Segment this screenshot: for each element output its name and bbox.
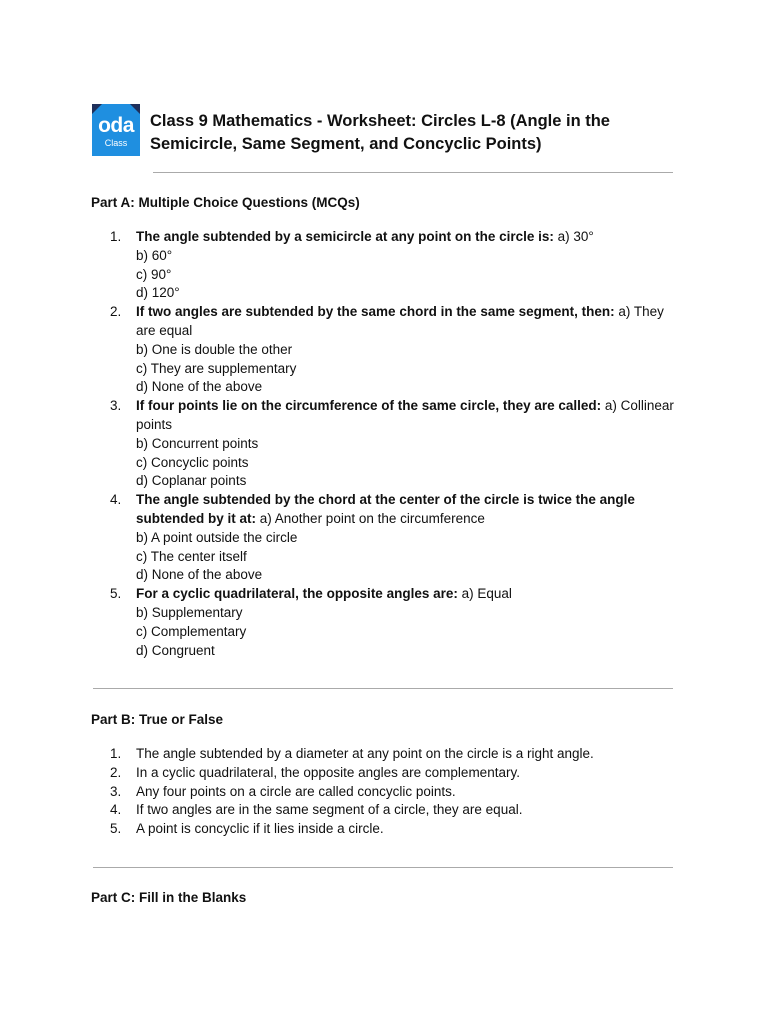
mcq-option: b) A point outside the circle <box>136 529 298 545</box>
true-false-item <box>0 783 696 802</box>
true-false-list <box>0 745 696 839</box>
mcq-item <box>0 228 676 303</box>
logo-sub-text: Class <box>104 138 128 148</box>
part-a-heading: Part A: Multiple Choice Questions (MCQs) <box>91 195 360 210</box>
true-false-statement: A point is concyclic if it lies inside a circle. <box>136 821 384 837</box>
mcq-option: d) Congruent <box>136 642 215 658</box>
mcq-number: 2. <box>110 304 122 320</box>
mcq-item <box>0 397 676 491</box>
true-false-number: 4. <box>110 802 122 818</box>
true-false-item <box>0 801 696 820</box>
divider-part-a <box>93 688 673 689</box>
logo-corner-left <box>92 104 102 114</box>
part-c-heading: Part C: Fill in the Blanks <box>91 890 247 905</box>
true-false-number: 5. <box>110 821 122 837</box>
mcq-question-text: The angle subtended by a semicircle at any point on the circle is: <box>136 229 554 244</box>
true-false-statement: In a cyclic quadrilateral, the opposite angles are complementary. <box>136 764 520 780</box>
mcq-option: b) One is double the other <box>136 341 293 357</box>
mcq-question-text: For a cyclic quadrilateral, the opposite angles are: <box>136 586 458 602</box>
true-false-number: 2. <box>110 764 122 780</box>
oda-class-logo <box>92 104 140 156</box>
true-false-item <box>0 764 696 783</box>
mcq-option: d) Coplanar points <box>136 473 247 489</box>
mcq-option: d) None of the above <box>136 567 263 583</box>
mcq-option: c) 90° <box>136 266 172 282</box>
mcq-number: 5. <box>110 586 122 602</box>
true-false-item <box>0 745 696 764</box>
mcq-option-a: a) Equal <box>457 586 512 602</box>
mcq-question-text: If two angles are subtended by the same chord in the same segment, then: <box>136 304 615 320</box>
true-false-item <box>0 820 696 839</box>
mcq-item <box>0 585 676 660</box>
true-false-statement: Any four points on a circle are called concyclic points. <box>136 783 456 799</box>
mcq-number: 3. <box>110 398 122 414</box>
mcq-option: c) Complementary <box>136 623 247 639</box>
true-false-number: 3. <box>110 783 122 799</box>
logo-brand-text: oda <box>98 114 134 137</box>
divider-part-b <box>93 867 673 868</box>
mcq-option: b) Supplementary <box>136 604 243 620</box>
mcq-list <box>0 228 676 660</box>
mcq-option-a: a) 30° <box>553 229 594 244</box>
part-b-heading: Part B: True or False <box>91 712 224 727</box>
mcq-option: b) Concurrent points <box>136 435 259 451</box>
true-false-statement: If two angles are in the same segment of a circle, they are equal. <box>136 802 523 818</box>
mcq-number: 1. <box>110 229 122 244</box>
mcq-item <box>0 303 676 397</box>
mcq-option: d) 120° <box>136 285 180 301</box>
mcq-question-text: If four points lie on the circumference of the same circle, they are called: <box>136 398 602 414</box>
mcq-option: c) Concyclic points <box>136 454 249 470</box>
mcq-option-a: a) They are equal <box>136 304 664 338</box>
mcq-option: d) None of the above <box>136 379 263 395</box>
mcq-option: c) The center itself <box>136 548 247 564</box>
mcq-option: c) They are supplementary <box>136 360 297 376</box>
true-false-statement: The angle subtended by a diameter at any point on the circle is a right angle. <box>136 746 594 761</box>
mcq-option-a: a) Another point on the circumference <box>256 510 485 526</box>
mcq-option-a: a) Collinear points <box>136 398 674 432</box>
true-false-number: 1. <box>110 746 122 761</box>
mcq-question-text: The angle subtended by the chord at the center of the circle is twice the angle subtended by it at: <box>136 492 635 526</box>
divider-title <box>153 172 673 173</box>
mcq-number: 4. <box>110 492 122 508</box>
logo-corner-right <box>130 104 140 114</box>
mcq-option: b) 60° <box>136 247 173 263</box>
mcq-item <box>0 491 676 585</box>
worksheet-title: Class 9 Mathematics - Worksheet: Circles L-8 (Angle in the Semicircle, Same Segment, and Concyclic Points) <box>150 112 610 153</box>
